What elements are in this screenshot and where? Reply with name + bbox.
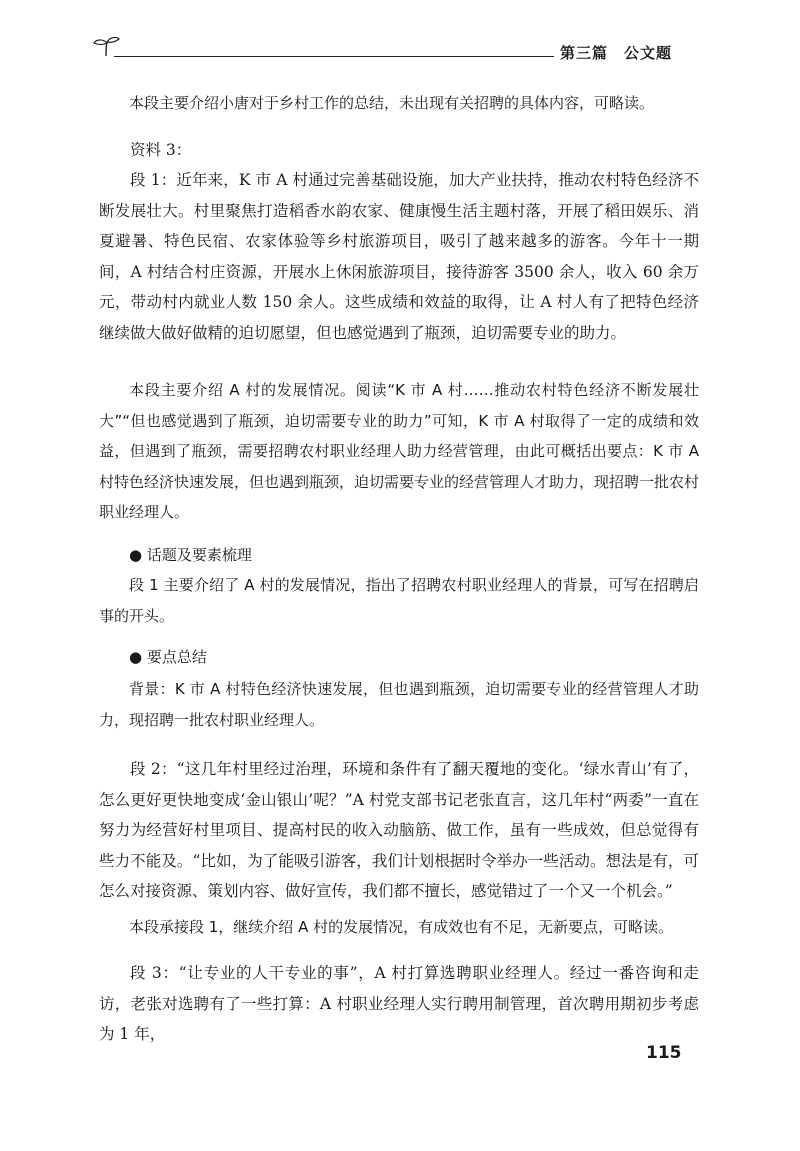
topic-elements-heading: ● 话题及要素梳理 [99, 540, 699, 571]
topic-elements-text: 段 1 主要介绍了 A 村的发展情况，指出了招聘农村职业经理人的背景，可写在招聘启事的开头。 [99, 576, 699, 625]
sprout-icon [92, 34, 120, 58]
page-number: 115 [646, 1043, 682, 1063]
analysis-paragraph-1: 本段主要介绍小唐对于乡村工作的总结，未出现有关招聘的具体内容，可略读。 [129, 94, 655, 112]
source-paragraph-3: 段 3：“让专业的人干专业的事”，A 村打算选聘职业经理人。经过一番咨询和走访，老张对选聘有了一些打算：A 村职业经理人实行聘用制管理，首次聘用期初步考虑为 1 年， [99, 964, 699, 1043]
analysis-paragraph-3: 本段承接段 1，继续介绍 A 村的发展情况，有成效也有不足，无新要点，可略读。 [129, 918, 674, 936]
material-heading: 资料 3： [130, 141, 192, 159]
header-rule [114, 56, 554, 57]
source-paragraph-1: 段 1：近年来，K 市 A 村通过完善基础设施，加大产业扶持，推动农村特色经济不断发展壮大。村里聚焦打造稻香水韵农家、健康慢生活主题村落，开展了稻田娱乐、消夏避暑、特色民宿、农家体验等乡村旅游项目，吸引了越来越多的游客。今年十一期间，A 村结合村庄资源，开展水上休闲旅游项目，接待游客 3500 余人，收入 60 余万元，带动村内就业人数 150 余人。这些成绩和效益的取得，让 A 村人有了把特色经济继续做大做好做精的迫切愿望，但也感觉遇到了瓶颈，迫切需要专业的助力。 [99, 171, 699, 342]
analysis-paragraph-2: 本段主要介绍 A 村的发展情况。阅读“K 市 A 村……推动农村特色经济不断发展壮大”“但也感觉遇到了瓶颈，迫切需要专业的助力”可知，K 市 A 村取得了一定的成绩和效益，但遇到了瓶颈，需要招聘农村职业经理人助力经营管理，由此可概括出要点：K 市 A 村特色经济快速发展，但也遇到瓶颈，迫切需要专业的经营管理人才助力，现招聘一批农村职业经理人。 [99, 381, 700, 521]
source-paragraph-2: 段 2：“这几年村里经过治理，环境和条件有了翻天覆地的变化。‘绿水青山’有了，怎么更好更快地变成‘金山银山’呢？”A 村党支部书记老张直言，这几年村“两委”一直在努力为经营好村里项目、提高村民的收入动脑筋、做工作，虽有一些成效，但总觉得有些力不能及。“比如，为了能吸引游客，我们计划根据时令举办一些活动。想法是有，可怎么对接资源、策划内容、做好宣传，我们都不擅长，感觉错过了一个又一个机会。” [99, 760, 699, 900]
page-header [92, 22, 712, 62]
key-points-text: 背景：K 市 A 村特色经济快速发展，但也遇到瓶颈，迫切需要专业的经营管理人才助力，现招聘一批农村职业经理人。 [99, 680, 699, 729]
chapter-title: 第三篇 公文题 [560, 44, 673, 62]
key-points-heading: ● 要点总结 [99, 642, 699, 673]
